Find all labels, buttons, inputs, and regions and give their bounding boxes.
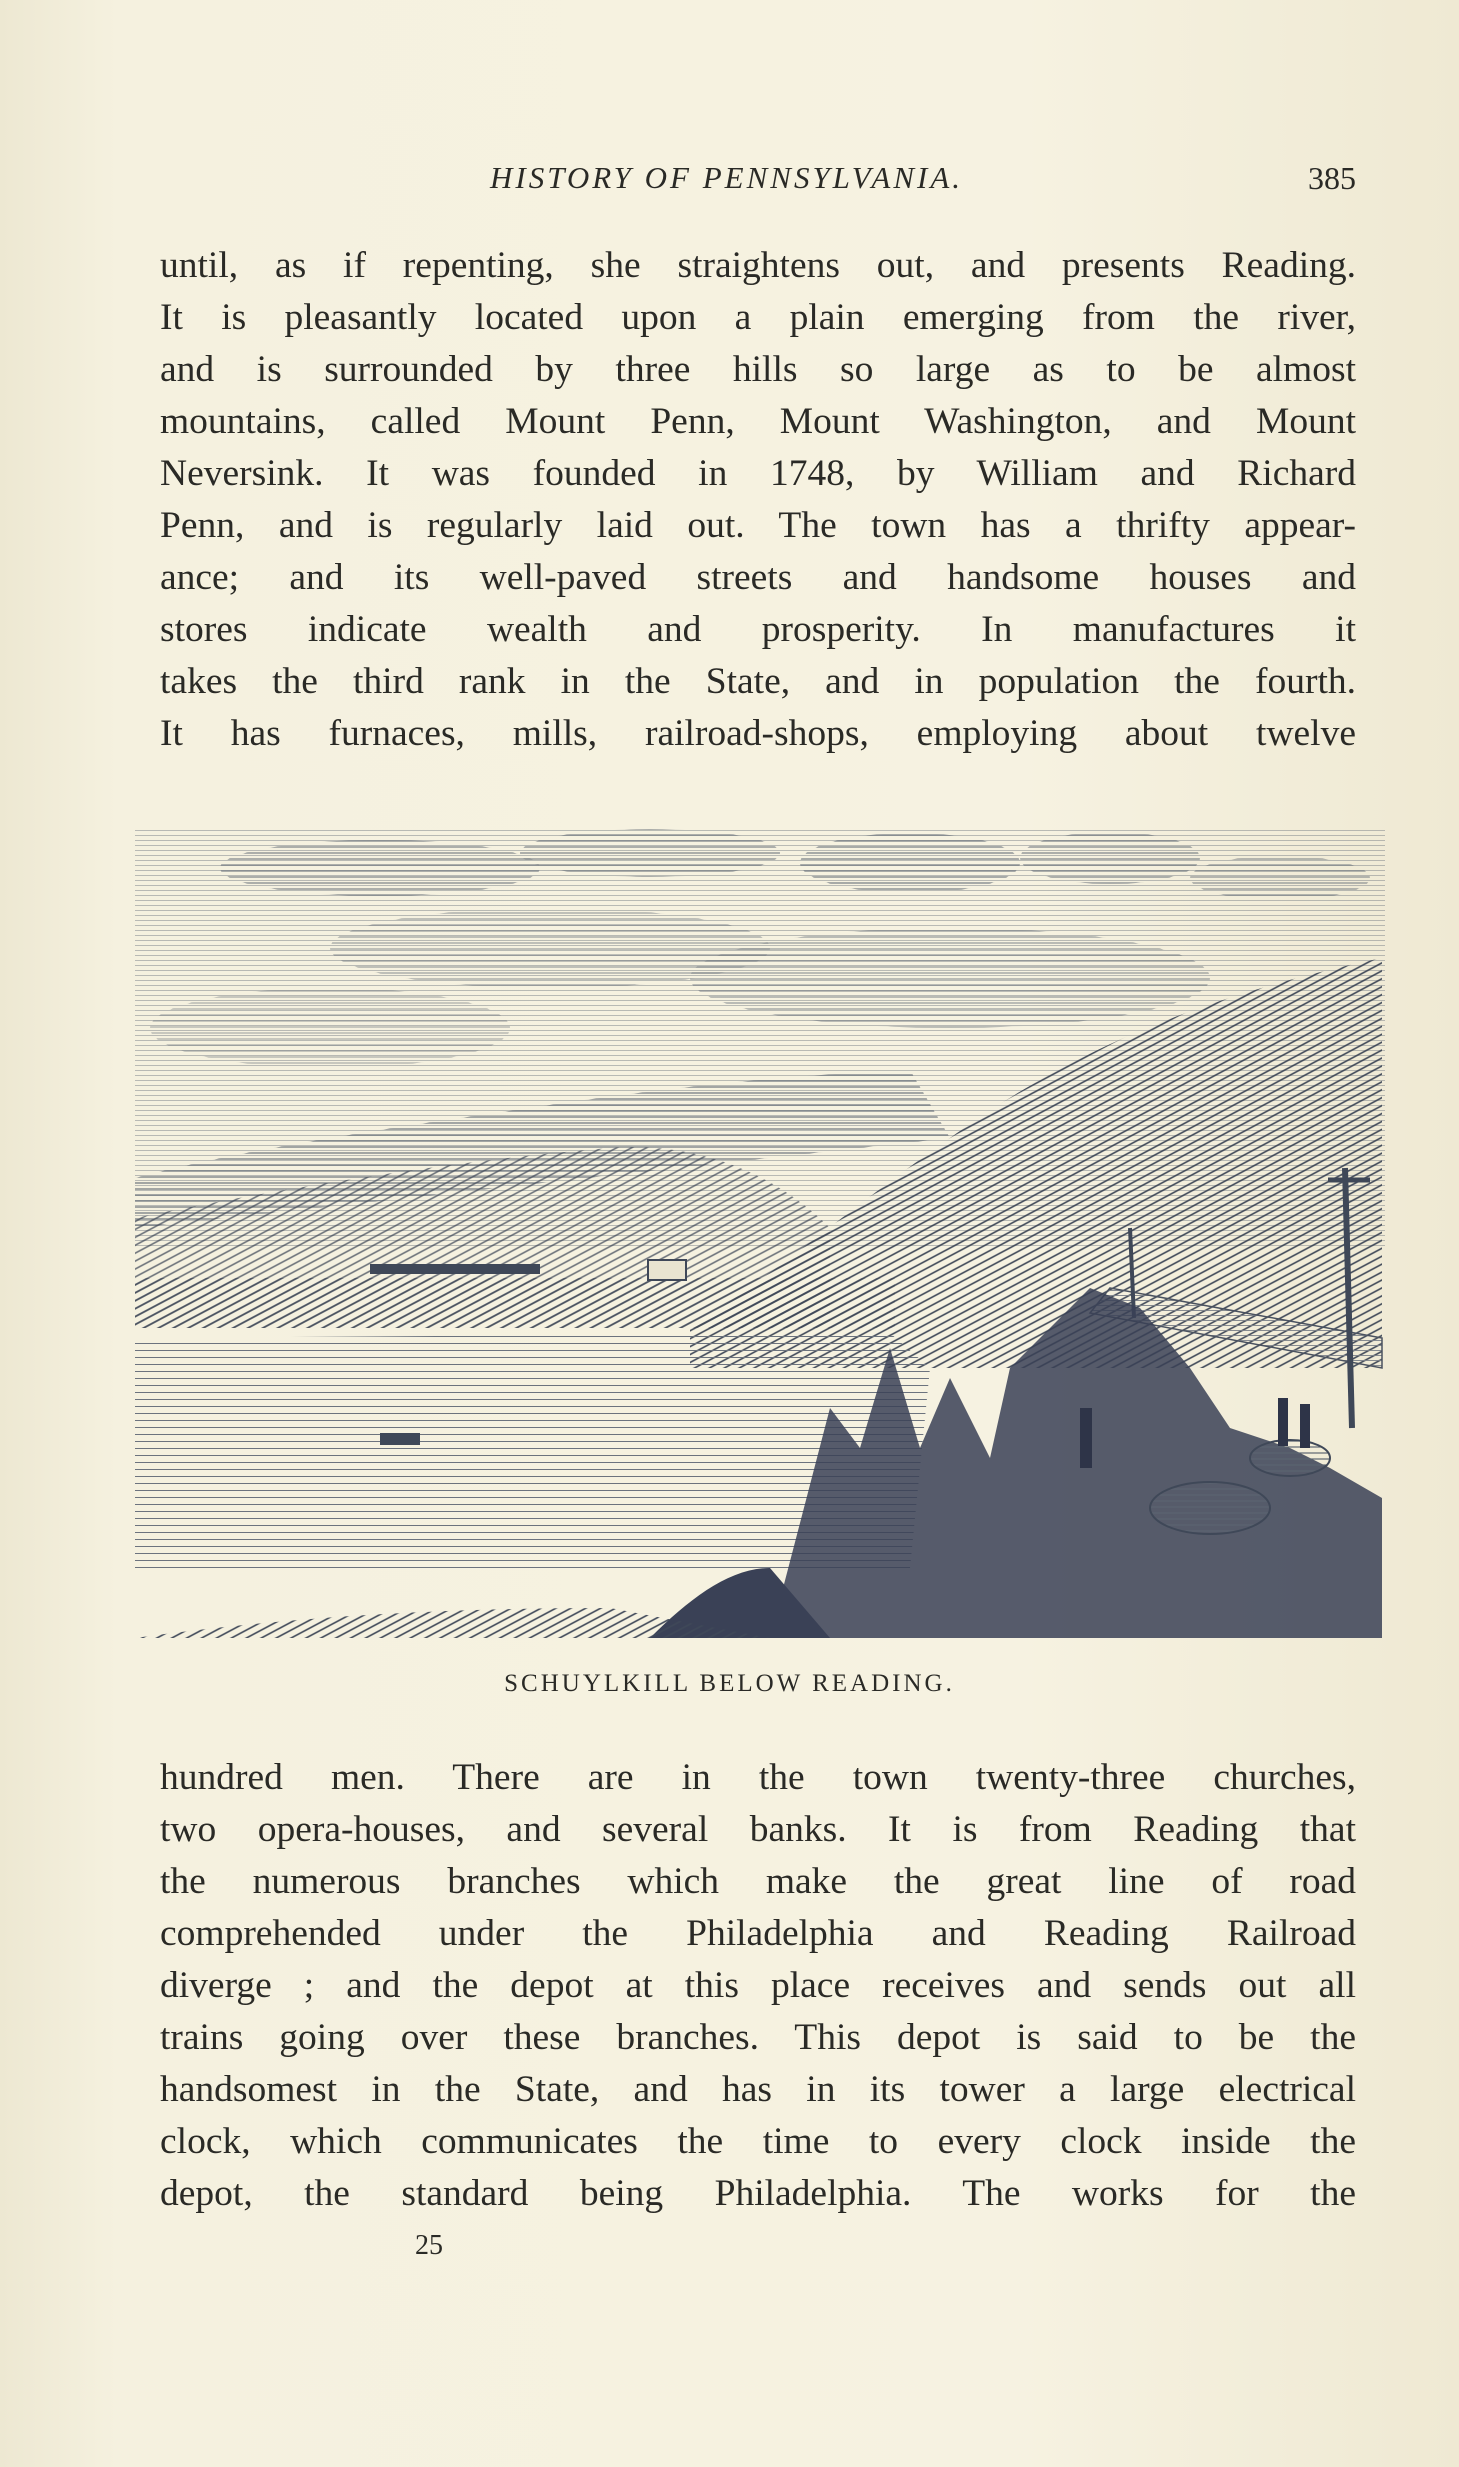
text-line: handsomest in the State, and has in its tower a large electrical xyxy=(160,2069,1356,2110)
text-line: Neversink. It was founded in 1748, by William and Richard xyxy=(160,453,1356,494)
text-line: trains going over these branches. This depot is said to be the xyxy=(160,2017,1356,2058)
text-line: It has furnaces, mills, railroad-shops, employing about twelve xyxy=(160,713,1356,754)
text-line: diverge ; and the depot at this place receives and sends out all xyxy=(160,1965,1356,2006)
text-line: ance; and its well-paved streets and handsome houses and xyxy=(160,557,1356,598)
text-line: It is pleasantly located upon a plain emerging from the river, xyxy=(160,297,1356,338)
text-line: hundred men. There are in the town twenty-three churches, xyxy=(160,1757,1356,1798)
text-line: mountains, called Mount Penn, Mount Washington, and Mount xyxy=(160,401,1356,442)
text-line: two opera-houses, and several banks. It is from Reading that xyxy=(160,1809,1356,1850)
rock xyxy=(1250,1440,1330,1476)
text-line: takes the third rank in the State, and in population the fourth. xyxy=(160,661,1356,702)
human-figure xyxy=(1080,1408,1092,1468)
page-number: 385 xyxy=(1308,160,1356,196)
text-line: and is surrounded by three hills so large as to be almost xyxy=(160,349,1356,390)
house xyxy=(648,1260,686,1280)
paragraph-1 xyxy=(160,240,1356,760)
running-head xyxy=(160,160,1360,200)
text-line: until, as if repenting, she straightens out, and presents Reading. xyxy=(160,245,1356,286)
far-shore xyxy=(135,1278,895,1328)
text-line: depot, the standard being Philadelphia. The works for the xyxy=(160,2173,1356,2214)
text-line: comprehended under the Philadelphia and Reading Railroad xyxy=(160,1913,1356,1954)
rock xyxy=(1150,1482,1270,1534)
figure-caption: SCHUYLKILL BELOW READING. xyxy=(504,1670,955,1697)
text-line: clock, which communicates the time to every clock inside the xyxy=(160,2121,1356,2162)
human-figure xyxy=(1278,1398,1288,1446)
engraving-illustration xyxy=(130,808,1390,1640)
text-line: stores indicate wealth and prosperity. In manufactures it xyxy=(160,609,1356,650)
text-line: Penn, and is regularly laid out. The town has a thrifty appear- xyxy=(160,505,1356,546)
train xyxy=(370,1264,540,1274)
rock-in-river xyxy=(380,1433,420,1445)
running-title: HISTORY OF PENNSYLVANIA. xyxy=(490,160,964,195)
text-line: the numerous branches which make the great line of road xyxy=(160,1861,1356,1902)
human-figure xyxy=(1300,1404,1310,1448)
signature-mark: 25 xyxy=(415,2230,443,2261)
paragraph-2 xyxy=(160,1752,1356,2220)
